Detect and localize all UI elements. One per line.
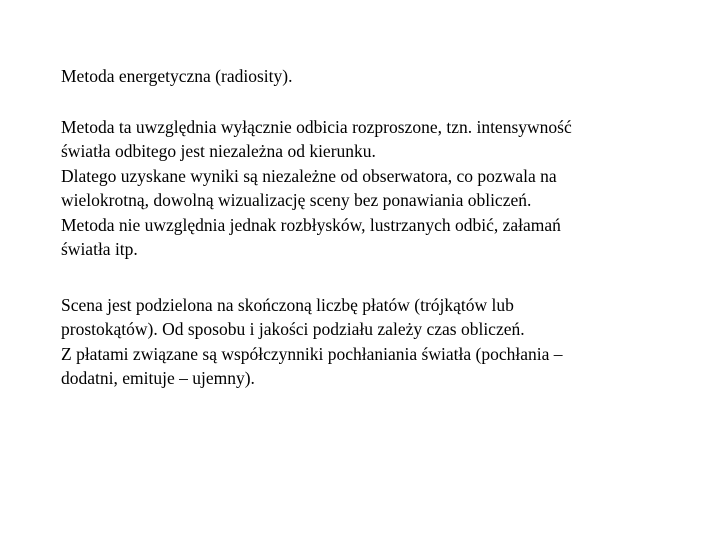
paragraph-diffuse-reflections (61, 115, 661, 163)
paragraph-limitations (61, 213, 661, 261)
paragraph-line: prostokątów). Od sposobu i jakości podziału zależy czas obliczeń. (61, 319, 525, 339)
paragraph-line: Scena jest podzielona na skończoną liczbę płatów (trójkątów lub (61, 295, 514, 315)
slide-heading: Metoda energetyczna (radiosity). (61, 66, 293, 86)
paragraph-line: wielokrotną, dowolną wizualizację sceny bez ponawiania obliczeń. (61, 190, 532, 210)
paragraph-line: Metoda nie uwzględnia jednak rozbłysków, lustrzanych odbić, załamań (61, 215, 561, 235)
slide-content (61, 64, 661, 391)
paragraph-group-method (61, 115, 661, 261)
paragraph-line: Z płatami związane są współczynniki pochłaniania światła (pochłania – (61, 344, 563, 364)
paragraph-line: dodatni, emituje – ujemny). (61, 368, 255, 388)
paragraph-patches (61, 293, 661, 341)
paragraph-observer-independence (61, 164, 661, 212)
paragraph-line: światła odbitego jest niezależna od kierunku. (61, 141, 376, 161)
paragraph-coefficients (61, 342, 661, 390)
paragraph-line: światła itp. (61, 239, 138, 259)
paragraph-group-scene (61, 293, 661, 390)
paragraph-line: Dlatego uzyskane wyniki są niezależne od obserwatora, co pozwala na (61, 166, 557, 186)
paragraph-line: Metoda ta uwzględnia wyłącznie odbicia rozproszone, tzn. intensywność (61, 117, 572, 137)
